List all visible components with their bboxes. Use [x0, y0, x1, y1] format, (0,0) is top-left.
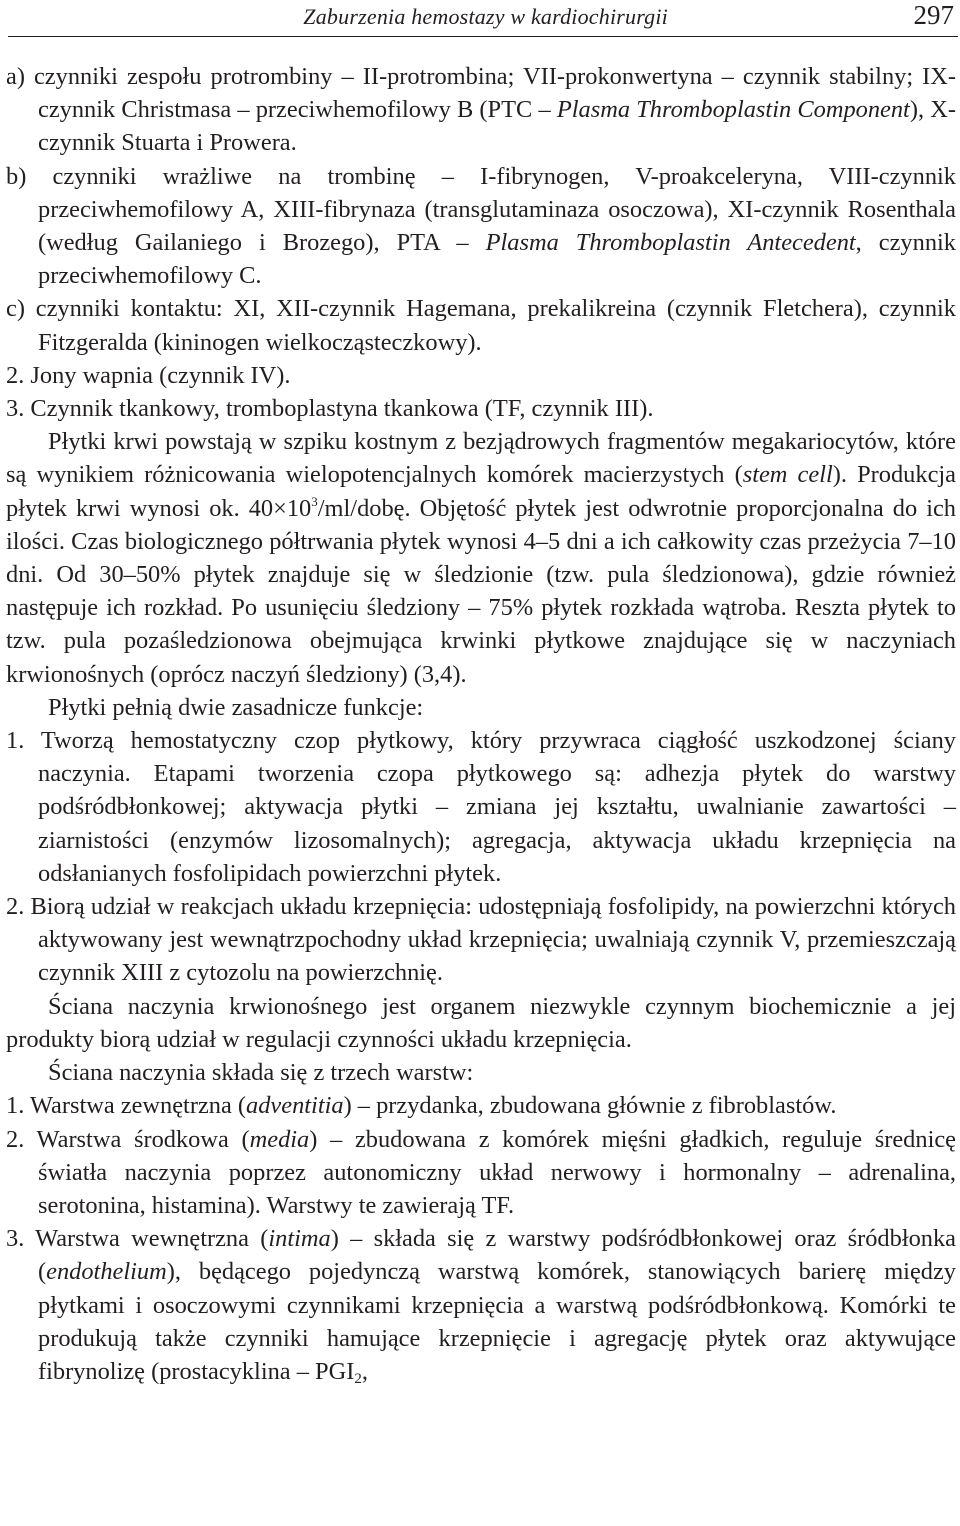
list-item-2: 2. Jony wapnia (czynnik IV). — [6, 361, 291, 389]
running-title: Zaburzenia hemostazy w kardiochirurgii — [303, 4, 668, 29]
running-header — [8, 0, 958, 37]
italic-term: endothelium — [46, 1258, 167, 1286]
italic-term: media — [249, 1125, 310, 1153]
list-item-b: b) czynniki wrażliwe na trombinę – I-fibrynogen, V-proakceleryna, VIII-czynnik przeciwhemofilowy A, XIII-fibrynaza (transglutaminaza osoczowa), XI-czynnik Rosenthala (według Gailaniego i Brozego), PTA – Plasma Thromboplastin Antecedent, czynnik przeciwhemofilowy C. — [6, 162, 956, 290]
page-body — [6, 60, 956, 1388]
function-item-1: 1. Tworzą hemostatyczny czop płytkowy, który przywraca ciągłość uszkodzonej ściany naczynia. Etapami tworzenia czopa płytkowego są: adhezja płytek do warstwy podśródbłonkowej; aktywacja płytki – zmiana jej kształtu, uwalnianie zawartości – ziarnistości (enzymów lizosomalnych); agregacja, aktywacja układu krzepnięcia na odsłanianych fosfolipidach powierzchni płytek. — [6, 727, 956, 887]
italic-term: adventitia — [246, 1092, 344, 1120]
layer-item-3: 3. Warstwa wewnętrzna (intima) – składa się z warstwy podśródbłonkowej oraz śródbłonka (endothelium), będącego pojedynczą warstwą komórek, stanowiących barierę między płytkami i osoczowymi czynnikami krzepnięcia a warstwą podśródbłonkową. Komórki te produkują także czynniki hamujące krzepnięcie i agregację płytek oraz aktywujące fibrynolizę (prostacyklina – $PGI_2$, — [6, 1225, 957, 1387]
paragraph-platelets: Płytki krwi powstają w szpiku kostnym z bezjądrowych fragmentów megakariocytów, które są wynikiem różnicowania wielopotencjalnych komórek macierzystych (stem cell). Produkcja płytek krwi wynosi ok. $40\times 10^3/ml$/dobę. Objętość płytek jest odwrotnie proporcjonalna do ich ilości. Czas biologicznego półtrwania płytek wynosi 4–5 dni a ich całkowity czas przeżycia 7–10 dni. Od 30–50% płytek znajduje się w śledzionie (tzw. pula śledzionowa), gdzie również następuje ich rozkład. Po usunięciu śledziony – 75% płytek rozkłada wątroba. Reszta płytek to tzw. pula pozaśledzionowa obejmująca krwinki płytkowe znajdujące się w naczyniach krwionośnych (oprócz naczyń śledziony) (3,4). — [6, 428, 956, 688]
italic-term: Plasma Thromboplastin Antecedent — [485, 229, 856, 257]
superscript: 3 — [311, 493, 318, 509]
list-item-c: c) czynniki kontaktu: XI, XII-czynnik Hagemana, prekalikreina (czynnik Fletchera), czynnik Fitzgeralda (kininogen wielkocząsteczkowy). — [6, 295, 956, 356]
function-item-2: 2. Biorą udział w reakcjach układu krzepnięcia: udostępniają fosfolipidy, na powierzchni których aktywowany jest wewnątrzpochodny układ krzepnięcia; uwalniają czynnik V, przemieszczają czynnik XIII z cytozolu na powierzchnię. — [6, 893, 956, 987]
italic-term: intima — [268, 1225, 331, 1253]
subscript: 2 — [354, 1370, 362, 1387]
italic-term: Plasma Thromboplastin Component — [556, 96, 910, 124]
list-item-a: a) czynniki zespołu protrombiny – II-protrombina; VII-prokonwertyna – czynnik stabilny; IX-czynnik Christmasa – przeciwhemofilowy B (PTC – Plasma Thromboplastin Component), X-czynnik Stuarta i Prowera. — [6, 63, 956, 157]
page-number: 297 — [913, 0, 954, 30]
layer-item-1: 1. Warstwa zewnętrzna (adventitia) – przydanka, zbudowana głównie z fibroblastów. — [6, 1092, 837, 1120]
list-item-3: 3. Czynnik tkankowy, tromboplastyna tkankowa (TF, czynnik III). — [6, 395, 654, 423]
italic-term: stem cell — [742, 461, 833, 489]
layer-item-2: 2. Warstwa środkowa (media) – zbudowana z komórek mięśni gładkich, reguluje średnicę światła naczynia poprzez autonomiczny układ nerwowy i hormonalny – adrenalina, serotonina, histamina). Warstwy te zawierają TF. — [6, 1125, 956, 1219]
paragraph-vessel-wall: Ściana naczynia krwionośnego jest organem niezwykle czynnym biochemicznie a jej produkty biorą udział w regulacji czynności układu krzepnięcia. — [6, 992, 956, 1053]
paragraph-layers: Ściana naczynia składa się z trzech warstw: — [48, 1059, 474, 1087]
paragraph-functions: Płytki pełnią dwie zasadnicze funkcje: — [48, 693, 424, 721]
